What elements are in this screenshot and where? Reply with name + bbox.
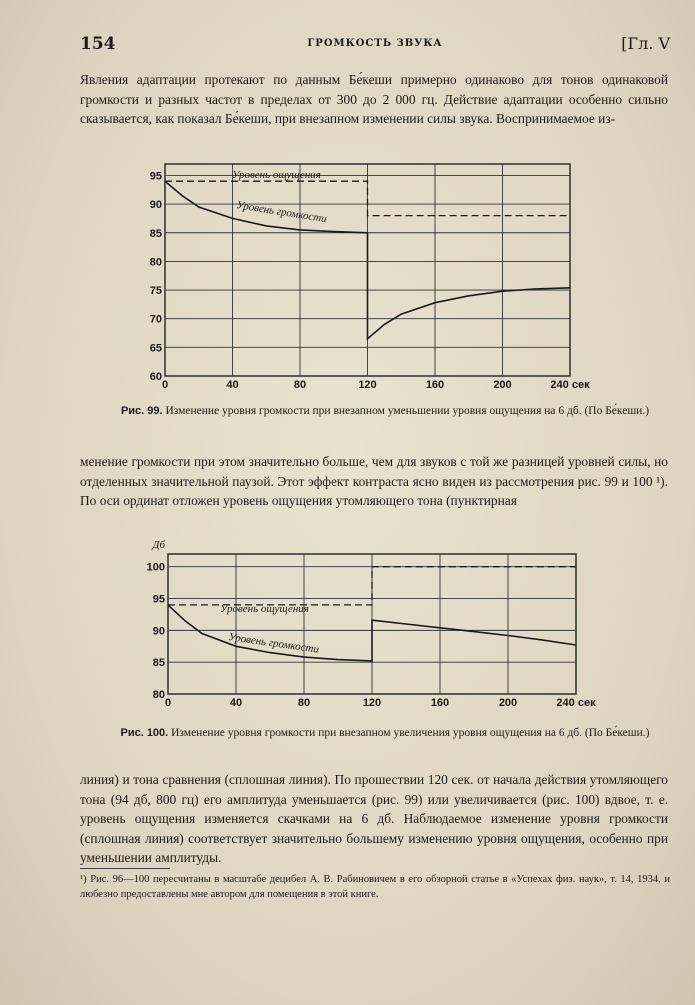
curve-annotation: Уровень ощущения	[220, 603, 309, 615]
figure-99-caption	[120, 404, 650, 419]
x-tick-label: 80	[293, 379, 307, 391]
y-axis-label: Дб	[152, 539, 165, 551]
sensation-level-line	[168, 567, 576, 605]
curve-annotation: Уровень ощущения	[232, 169, 321, 181]
y-tick-label: 85	[149, 227, 162, 240]
x-tick-label: 0	[161, 379, 169, 391]
y-tick-label: 95	[152, 593, 165, 606]
page-number: 154	[80, 34, 116, 54]
paragraph-1: Явления адаптации протекают по данным Бе́кеши примерно одинаково для тонов одинаковой громкости и разных частот в пределах от 300 до 2 000 гц. Действие адаптации особенно сильно сказывается, как показал Бе́кеши, при внезапном изменении силы звука. Воспринимаемое из-	[80, 72, 668, 127]
x-tick-label: 120	[362, 697, 382, 709]
y-tick-label: 65	[149, 342, 162, 355]
x-tick-label: 240 сек	[556, 697, 596, 709]
curve-annotation: Уровень громкости	[227, 631, 320, 656]
x-tick-label: 0	[164, 697, 172, 709]
figure-99-chart	[140, 158, 590, 398]
figure-99-caption-text: Изменение уровня громкости при внезапном уменьшении уровня ощущения на 6 дб. (По Бе́кеши.)	[165, 405, 650, 417]
figure-100-chart	[140, 539, 596, 720]
y-tick-label: 100	[146, 561, 165, 574]
x-tick-label: 40	[226, 379, 239, 391]
y-tick-label: 75	[149, 285, 162, 298]
figure-100-label: Рис. 100.	[120, 727, 169, 739]
y-tick-label: 80	[149, 256, 162, 269]
footnote: ¹) Рис. 96—100 пересчитаны в масштабе децибел А. В. Рабиновичем в его обзорной статье в «Успехах физ. наук», т. 14, 1934, и любезно предоставлены мне автором для помещения в этой книге.	[80, 874, 670, 900]
y-tick-label: 95	[149, 170, 162, 183]
curve-annotation: Уровень громкости	[235, 199, 328, 226]
y-tick-label: 70	[149, 313, 162, 326]
x-tick-label: 200	[493, 379, 512, 391]
y-tick-label: 85	[152, 657, 165, 670]
page-header	[80, 34, 670, 56]
x-tick-label: 120	[358, 379, 377, 391]
x-tick-label: 40	[229, 697, 243, 709]
y-tick-label: 90	[152, 625, 165, 638]
x-tick-label: 160	[425, 379, 445, 391]
x-tick-label: 80	[297, 697, 311, 709]
y-tick-label: 80	[152, 689, 165, 701]
figure-100-caption	[120, 726, 650, 741]
x-tick-label: 160	[430, 697, 450, 709]
running-title: ГРОМКОСТЬ ЗВУКА	[307, 38, 443, 49]
paragraph-2: менение громкости при этом значительно больше, чем для звуков с той же разницей уровней силы, но отделенных значительной паузой. Этот эффект контраста ясно виден из рассмотрения рис. 99 и 100 ¹). По оси ординат отложен уровень ощущения утомляющего тона (пунктирная	[80, 454, 668, 509]
chapter-mark: [Гл. V	[621, 34, 670, 53]
figure-100-caption-text: Изменение уровня громкости при внезапном увеличения уровня ощущения на 6 дб. (По Бе́кеши.)	[171, 727, 650, 739]
footnote-rule	[80, 868, 170, 869]
x-tick-label: 200	[498, 697, 518, 709]
y-tick-label: 60	[149, 371, 162, 383]
figure-99-label: Рис. 99.	[120, 405, 163, 417]
y-tick-label: 90	[149, 199, 162, 212]
x-tick-label: 240 сек	[550, 379, 590, 391]
paragraph-3: линия) и тона сравнения (сплошная линия). По прошествии 120 сек. от начала действия утомляющего тона (94 дб, 800 гц) его амплитуда уменьшается (рис. 99) или увеличивается (рис. 100) вдвое, т. е. уровень ощущения изменяется скачками на 6 дб. Наблюдаемое изменение уровня громкости (сплошная линия) соответствует значительно большему изменению уровня ощущения, особенно при уменьшении амплитуды.	[80, 772, 668, 866]
